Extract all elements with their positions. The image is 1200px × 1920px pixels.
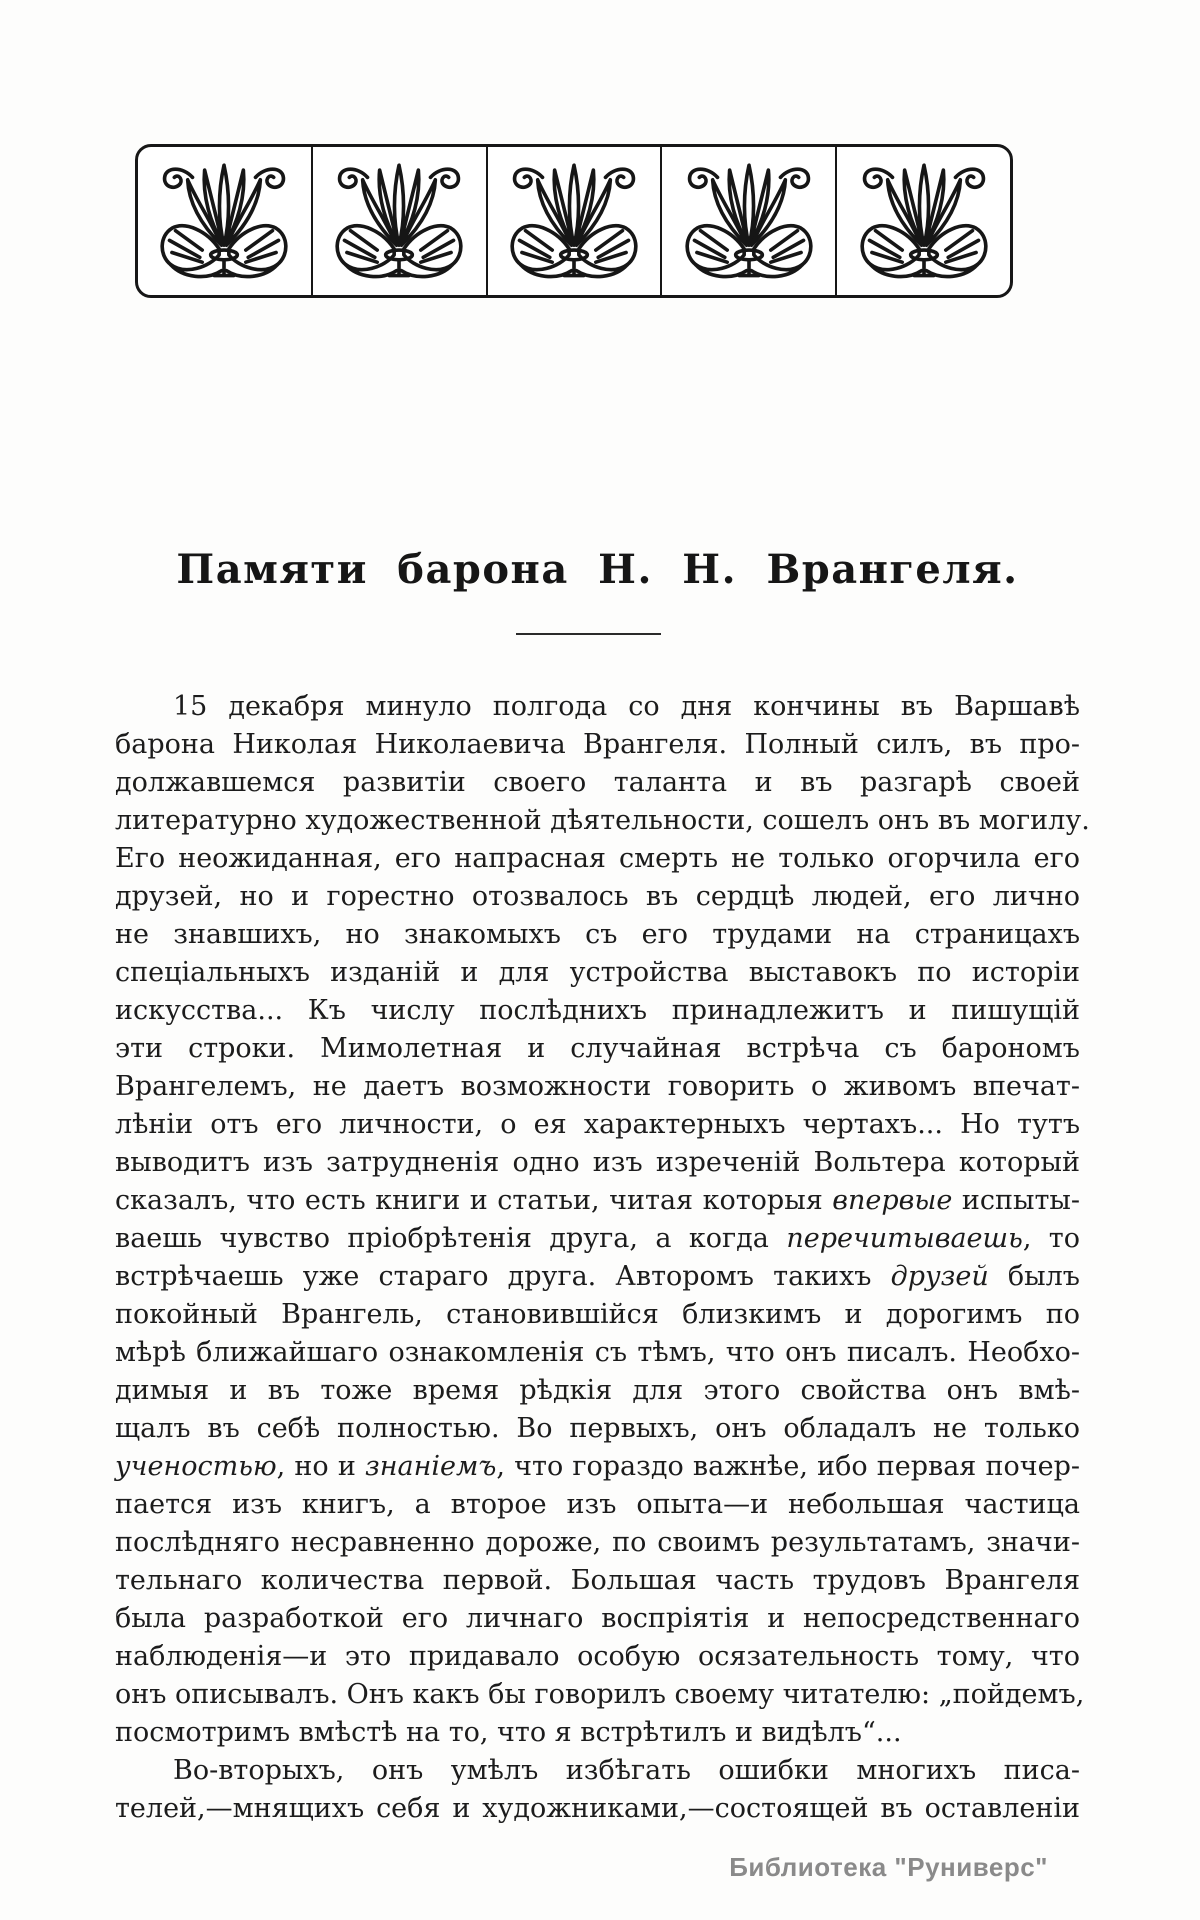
text-line: щалъ въ себѣ полностью. Во первыхъ, онъ обладалъ не только <box>115 1413 1080 1444</box>
text-line: спеціальныхъ изданій и для устройства выставокъ по исторіи <box>115 957 1080 988</box>
text-line: 15 декабря минуло полгода со дня кончины въ Варшавѣ <box>173 691 1080 722</box>
ornament-palmette-icon <box>311 147 486 295</box>
text-line: была разработкой его личнаго воспріятія и непосредственнаго <box>115 1603 1080 1634</box>
text-line: лѣніи отъ его личности, о ея характерныхъ чертахъ... Но тутъ <box>115 1109 1080 1140</box>
text-line: покойный Врангель, становившійся близкимъ и дорогимъ по <box>115 1299 1080 1330</box>
text-line: Во-вторыхъ, онъ умѣлъ избѣгать ошибки многихъ писа- <box>173 1755 1080 1786</box>
text-line: друзей, но и горестно отозвалось въ сердцѣ людей, его лично <box>115 881 1080 912</box>
ornament-palmette-icon <box>138 147 311 295</box>
text-line: Врангелемъ, не даетъ возможности говорить о живомъ впечат- <box>115 1071 1080 1102</box>
ornament-palmette-icon <box>835 147 1010 295</box>
text-line: барона Николая Николаевича Врангеля. Полный силъ, въ про- <box>115 729 1080 760</box>
text-line: сказалъ, что есть книги и статьи, читая которыя впервые испыты- <box>115 1185 1081 1216</box>
text-line: должавшемся развитіи своего таланта и въ разгарѣ своей <box>115 767 1080 798</box>
title-divider <box>516 633 661 635</box>
ornament-palmette-icon <box>660 147 835 295</box>
text-line: наблюденія—и это придавало особую осязательность тому, что <box>115 1641 1080 1672</box>
text-line: ученостью, но и знаніемъ, что гораздо важнѣе, ибо первая почер- <box>115 1451 1080 1482</box>
text-line: мѣрѣ ближайшаго ознакомленія съ тѣмъ, что онъ писалъ. Необхо- <box>115 1337 1080 1368</box>
text-line: димыя и въ тоже время рѣдкія для этого свойства онъ вмѣ- <box>115 1375 1080 1406</box>
text-line: не знавшихъ, но знакомыхъ съ его трудами на страницахъ <box>115 919 1080 950</box>
ornament-band <box>135 144 1013 298</box>
text-line: ваешь чувство пріобрѣтенія друга, а когда перечитываешь, то <box>115 1223 1081 1254</box>
library-watermark: Библиотека "Руниверс" <box>729 1852 1048 1882</box>
page-title: Памяти барона Н. Н. Врангеля. <box>176 546 1019 593</box>
text-line: послѣдняго несравненно дороже, по своимъ результатамъ, значи- <box>115 1527 1080 1558</box>
body-text <box>115 688 1090 1828</box>
ornament-palmette-icon <box>486 147 661 295</box>
text-line: онъ описывалъ. Онъ какъ бы говорилъ своему читателю: „пойдемъ, <box>115 1679 1085 1710</box>
text-line: телей,—мнящихъ себя и художниками,—состоящей въ оставленіи <box>115 1793 1080 1824</box>
text-line: Его неожиданная, его напрасная смерть не только огорчила его <box>115 843 1080 874</box>
text-line: пается изъ книгъ, а второе изъ опыта—и небольшая частица <box>115 1489 1080 1520</box>
text-line: встрѣчаешь уже стараго друга. Авторомъ такихъ друзей былъ <box>115 1261 1080 1292</box>
text-line: литературно художественной дѣятельности, сошелъ онъ въ могилу. <box>115 805 1090 836</box>
text-line: искусства... Къ числу послѣднихъ принадлежитъ и пишущій <box>115 995 1080 1026</box>
text-line: тельнаго количества первой. Большая часть трудовъ Врангеля <box>115 1565 1080 1596</box>
text-line: эти строки. Мимолетная и случайная встрѣча съ барономъ <box>115 1033 1080 1064</box>
text-line: выводитъ изъ затрудненія одно изъ изреченій Вольтера который <box>115 1147 1080 1178</box>
text-line: посмотримъ вмѣстѣ на то, что я встрѣтилъ и видѣлъ“... <box>115 1717 902 1748</box>
